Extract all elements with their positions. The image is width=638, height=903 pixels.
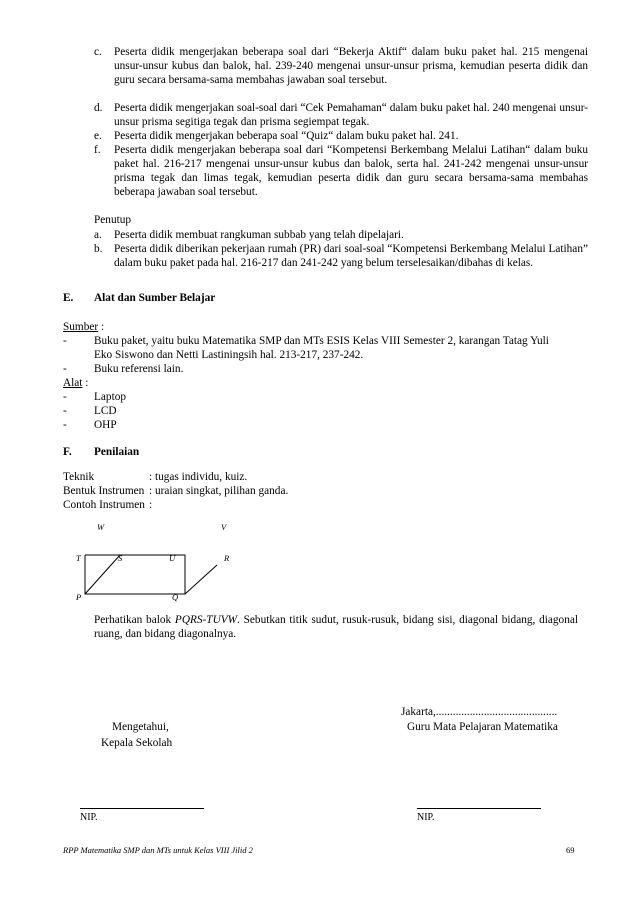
list-item-d xyxy=(94,101,588,129)
alat-item: - LCD xyxy=(63,405,117,417)
nip-right: NIP. xyxy=(417,812,435,823)
list-marker: c. xyxy=(94,46,102,58)
vertex-label-p: P xyxy=(76,592,82,602)
section-e-heading xyxy=(63,291,215,305)
section-number: E. xyxy=(63,292,74,304)
alat-label: Alat : xyxy=(63,377,89,389)
vertex-label-w: W xyxy=(97,522,105,532)
list-marker: b. xyxy=(94,243,103,255)
vertex-label-t: T xyxy=(76,553,81,563)
sumber-label: Sumber : xyxy=(63,321,105,333)
list-text: Peserta didik mengerjakan beberapa soal “Quiz“ dalam buku paket hal. 241. xyxy=(114,130,459,142)
nip-left: NIP. xyxy=(80,812,98,823)
page-number: 69 xyxy=(566,845,575,855)
penilaian-row: Bentuk Instrumen : uraian singkat, pilihan ganda. xyxy=(63,485,289,497)
cuboid-name: PQRS-TUVW xyxy=(174,614,238,626)
list-text: Peserta didik mengerjakan beberapa soal dari “Kompetensi Berkembang Melalui Latihan“ dalam buku paket hal. 216-217 mengenai unsur-unsur kubus dan balok, serta hal. 241-242 mengenai unsur-unsur prisma tegak dan limas tegak, kemudian peserta didik dan guru secara bersama-sama membahas beberapa jawaban soal tersebut. xyxy=(114,144,588,198)
list-text: Peserta didik diberikan pekerjaan rumah (PR) dari soal-soal “Kompetensi Berkembang Melalui Latihan” dalam buku paket pada hal. 216-217 dan 241-242 yang belum terselesaikan/dibahas di kelas. xyxy=(114,243,588,269)
penutup-heading: Penutup xyxy=(94,214,132,226)
place-date-line: Jakarta,........................................... xyxy=(401,706,558,718)
section-number: F. xyxy=(63,446,72,458)
receding-edge xyxy=(185,565,217,594)
sumber-item: - Buku referensi lain. xyxy=(63,363,184,375)
list-marker: f. xyxy=(94,144,101,156)
list-marker: a. xyxy=(94,229,102,241)
section-f-heading xyxy=(63,445,139,459)
section-title: Penilaian xyxy=(94,446,140,458)
alat-item: - OHP xyxy=(63,419,117,431)
penutup-item-b xyxy=(94,242,588,270)
vertex-label-r: R xyxy=(224,553,230,563)
signature-line-right xyxy=(417,808,541,809)
sumber-item: - Buku paket, yaitu buku Matematika SMP dan MTs ESIS Kelas VIII Semester 2, karangan Tatag Yuli xyxy=(63,335,549,347)
section-title: Alat dan Sumber Belajar xyxy=(94,292,216,304)
vertex-label-v: V xyxy=(221,522,227,532)
list-marker: d. xyxy=(94,102,103,114)
penilaian-row: Contoh Instrumen : xyxy=(63,499,153,511)
list-text: Peserta didik mengerjakan soal-soal dari “Cek Pemahaman“ dalam buku paket hal. 240 mengenai unsur-unsur prisma segitiga tegak dan prisma segiempat tegak. xyxy=(114,102,588,128)
list-marker: e. xyxy=(94,130,102,142)
diagonal-edge xyxy=(85,555,120,594)
penutup-item-a xyxy=(94,228,588,242)
instrument-question: Perhatikan balok PQRS-TUVW. Sebutkan titik sudut, rusuk-rusuk, bidang sisi, diagonal bidang, diagonal ruang, dan bidang diagonalnya. xyxy=(94,614,578,640)
list-text: Peserta didik mengerjakan beberapa soal dari “Bekerja Aktif“ dalam buku paket hal. 215 mengenai unsur-unsur kubus dan balok, hal. 239-240 mengenai unsur-unsur prisma, kemudian peserta didik dan guru secara bersama-sama membahas jawaban soal tersebut. xyxy=(114,46,588,86)
list-item-c xyxy=(94,45,588,87)
list-item-e xyxy=(94,129,588,143)
penilaian-row: Teknik : tugas individu, kuiz. xyxy=(63,471,248,483)
list-text: Peserta didik membuat rangkuman subbab yang telah dipelajari. xyxy=(114,229,404,241)
cuboid-figure xyxy=(60,515,260,607)
acknowledgement-label: Mengetahui, xyxy=(112,721,169,733)
principal-title: Kepala Sekolah xyxy=(101,737,173,749)
vertex-label-s: S xyxy=(118,553,123,563)
signature-line-left xyxy=(80,808,204,809)
vertex-label-u: U xyxy=(169,553,176,563)
vertex-label-q: Q xyxy=(172,592,179,602)
alat-item: - Laptop xyxy=(63,391,126,403)
list-item-f xyxy=(94,143,588,199)
running-footer: RPP Matematika SMP dan MTs untuk Kelas VIII Jilid 2 xyxy=(63,845,253,855)
teacher-title: Guru Mata Pelajaran Matematika xyxy=(407,721,558,733)
